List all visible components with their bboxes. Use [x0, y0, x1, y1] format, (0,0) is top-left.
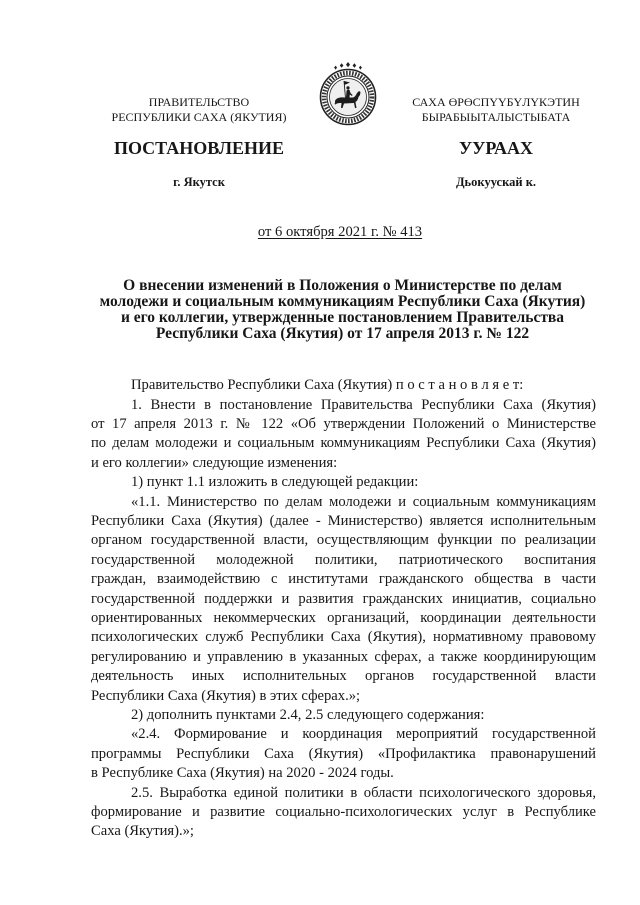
body-line: 2) дополнить пунктами 2.4, 2.5 следующего содержания:	[131, 706, 485, 723]
body-line: 1. Внести в постановление Правительства Республики Саха (Якутия)	[131, 396, 596, 413]
body-paragraph-clause-2-4	[91, 725, 596, 783]
government-name-sah	[386, 95, 606, 125]
document-date-number: от 6 октября 2021 г. № 413	[257, 224, 423, 240]
body-line: деятельность иных исполнительных органов государственной власти	[91, 668, 596, 685]
document-title-line: О внесении изменений в Положения о Министерстве по делам	[123, 276, 562, 294]
body-line: психологических служб Республики Саха (Якутия), нормативному правовому	[91, 629, 596, 646]
body-line: Республики Саха (Якутия) в этих сферах.»;	[91, 687, 361, 704]
body-paragraph-item-1	[91, 396, 596, 474]
coat-of-arms-icon	[317, 61, 379, 126]
government-name-ru-line-2: РЕСПУБЛИКИ САХА (ЯКУТИЯ)	[111, 109, 287, 124]
body-line: в Республике Саха (Якутия) на 2020 - 2024 годы.	[91, 765, 394, 782]
body-line: программы Республики Саха (Якутия) «Профилактика правонарушений	[91, 745, 596, 762]
body-line: Саха (Якутия).»;	[91, 823, 194, 840]
body-line: регулированию и управлению в указанных сферах, а также координирующим	[91, 648, 596, 665]
city-ru: г. Якутск	[173, 175, 225, 189]
body-line: «2.4. Формирование и координация мероприятий государственной	[131, 726, 596, 743]
city-sah: Дьокуускай к.	[455, 175, 537, 189]
body-line: от 17 апреля 2013 г. № 122 «Об утверждении Положений о Министерстве	[91, 416, 596, 433]
document-type-sah: УУРААХ	[458, 138, 534, 158]
document-body	[91, 376, 596, 841]
government-name-ru-line-1: ПРАВИТЕЛЬСТВО	[148, 94, 250, 109]
body-paragraph-subitem-1	[91, 473, 596, 492]
body-line: государственной молодежной политики, патриотического воспитания	[91, 551, 596, 568]
document-title-line: молодежи и социальным коммуникациям Республики Саха (Якутия)	[99, 293, 586, 311]
body-paragraph-subitem-2	[91, 706, 596, 725]
body-line: граждан, взаимодействию с институтами гражданского общества в части	[91, 571, 596, 588]
government-name-sah-line-1: САХА ӨРӨСПҮҮБҮЛҮКЭТИН	[412, 94, 580, 109]
document-title-line: Республики Саха (Якутия) от 17 апреля 2013 г. № 122	[155, 325, 530, 343]
body-line: ориентированных некоммерческих организаций, координации деятельности	[91, 609, 596, 626]
body-line: по делам молодежи и социальным коммуникациям Республики Саха (Якутия)	[91, 435, 596, 452]
body-line: «1.1. Министерство по делам молодежи и социальным коммуникациям	[131, 493, 596, 510]
body-paragraph-clause-2-5	[91, 784, 596, 842]
body-line: формирование и развитие социально-психологических услуг в Республике	[91, 803, 596, 820]
document-type-ru: ПОСТАНОВЛЕНИЕ	[113, 138, 285, 158]
body-line: государственной поддержки и развития гражданских инициатив, социально	[91, 590, 596, 607]
body-line: и его коллегии» следующие изменения:	[91, 454, 338, 471]
body-line: Республики Саха (Якутия) (далее - Министерство) является исполнительным	[91, 513, 596, 530]
document-title-line: и его коллегии, утвержденные постановлением Правительства	[120, 309, 565, 327]
body-paragraph-preamble	[91, 376, 596, 395]
body-line: Правительство Республики Саха (Якутия) п о с т а н о в л я е т:	[131, 377, 524, 394]
body-line: 2.5. Выработка единой политики в области психологического здоровья,	[131, 784, 596, 801]
body-line: 1) пункт 1.1 изложить в следующей редакции:	[131, 474, 419, 491]
government-name-ru	[89, 95, 309, 125]
document-title	[90, 278, 595, 343]
government-name-sah-line-2: БЫРАБЫЫТАЛЫСТЫБАТА	[421, 109, 571, 124]
body-line: органом государственной власти, осуществляющим функции по реализации	[91, 532, 596, 549]
body-paragraph-clause-1-1	[91, 493, 596, 706]
